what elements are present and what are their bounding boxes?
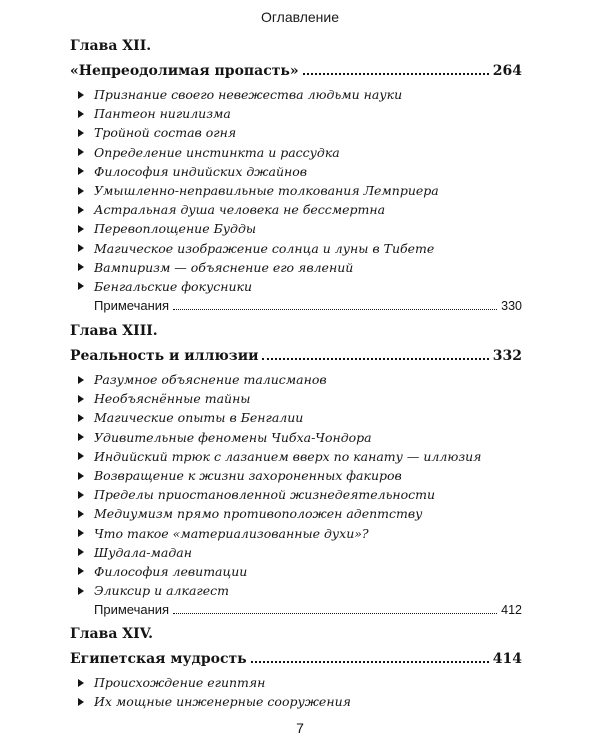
subsection-title: Удивительные феномены Чибха-Чондора [94, 429, 372, 445]
notes-label: Примечания [94, 298, 170, 314]
chapter-title-row[interactable] [70, 347, 522, 366]
triangle-bullet-icon [78, 414, 84, 422]
triangle-bullet-icon [78, 698, 84, 706]
subsection-title: Магическое изображение солнца и луны в Тибете [94, 240, 435, 256]
page-header: Оглавление [260, 9, 340, 25]
subsection-item[interactable] [70, 389, 522, 408]
notes-row[interactable] [70, 602, 522, 621]
triangle-bullet-icon [78, 206, 84, 214]
subsection-list [70, 370, 522, 600]
triangle-bullet-icon [78, 548, 84, 556]
page-number: 7 [296, 720, 304, 736]
triangle-bullet-icon [78, 587, 84, 595]
notes-page: 330 [501, 299, 522, 314]
triangle-bullet-icon [78, 167, 84, 175]
triangle-bullet-icon [78, 148, 84, 156]
subsection-item[interactable] [70, 85, 522, 104]
triangle-bullet-icon [78, 110, 84, 118]
triangle-bullet-icon [78, 567, 84, 575]
triangle-bullet-icon [78, 395, 84, 403]
subsection-item[interactable] [70, 673, 522, 692]
triangle-bullet-icon [78, 129, 84, 137]
triangle-bullet-icon [78, 679, 84, 687]
chapter-xiv [70, 625, 522, 711]
subsection-item[interactable] [70, 181, 522, 200]
chapter-page: 414 [492, 651, 522, 667]
subsection-item[interactable] [70, 162, 522, 181]
chapter-label: Глава XIII. [70, 323, 158, 339]
subsection-item[interactable] [70, 143, 522, 162]
subsection-title: Магические опыты в Бенгалии [94, 410, 304, 426]
chapter-label: Глава XIV. [70, 626, 153, 642]
dot-leader [173, 612, 497, 614]
subsection-title: Что такое «материализованные духи»? [94, 525, 369, 541]
subsection-list [70, 85, 522, 296]
triangle-bullet-icon [78, 433, 84, 441]
subsection-item[interactable] [70, 200, 522, 219]
subsection-list [70, 673, 522, 711]
subsection-item[interactable] [70, 447, 522, 466]
subsection-title: Разумное объяснение талисманов [94, 372, 327, 388]
subsection-title: Философия индийских джайнов [94, 163, 308, 179]
subsection-item[interactable] [70, 466, 522, 485]
subsection-item[interactable] [70, 123, 522, 142]
chapter-title: Египетская мудрость [70, 651, 247, 667]
chapter-page: 332 [492, 348, 522, 364]
subsection-title: Астральная душа человека не бессмертна [94, 202, 386, 218]
subsection-item[interactable] [70, 408, 522, 427]
dot-leader [173, 308, 497, 310]
dot-leader [303, 72, 489, 75]
subsection-title: Определение инстинкта и рассудка [94, 144, 340, 160]
subsection-item[interactable] [70, 562, 522, 581]
subsection-title: Умышленно-неправильные толкования Лемприера [94, 183, 439, 199]
subsection-item[interactable] [70, 239, 522, 258]
triangle-bullet-icon [78, 244, 84, 252]
subsection-item[interactable] [70, 581, 522, 600]
chapter-title-row[interactable] [70, 650, 522, 669]
subsection-title: Признание своего невежества людьми науки [94, 87, 403, 103]
subsection-title: Перевоплощение Будды [94, 221, 257, 237]
triangle-bullet-icon [78, 91, 84, 99]
chapter-xiii [70, 322, 522, 621]
triangle-bullet-icon [78, 263, 84, 271]
subsection-item[interactable] [70, 370, 522, 389]
chapter-xii [70, 37, 522, 317]
subsection-title: Бенгальские фокусники [94, 278, 253, 294]
subsection-item[interactable] [70, 485, 522, 504]
subsection-item[interactable] [70, 543, 522, 562]
subsection-title: Пределы приостановленной жизнедеятельности [94, 487, 436, 503]
chapter-title: Реальность и иллюзии [70, 348, 259, 364]
subsection-item[interactable] [70, 428, 522, 447]
triangle-bullet-icon [78, 491, 84, 499]
dot-leader [251, 660, 489, 663]
triangle-bullet-icon [78, 282, 84, 290]
dot-leader [262, 357, 488, 360]
subsection-title: Тройной состав огня [94, 125, 237, 141]
notes-row[interactable] [70, 298, 522, 317]
notes-page: 412 [501, 603, 522, 618]
subsection-title: Происхождение египтян [94, 675, 266, 691]
subsection-item[interactable] [70, 692, 522, 711]
subsection-title: Индийский трюк с лазанием вверх по канату — иллюзия [94, 448, 482, 464]
subsection-title: Медиумизм прямо противоположен адептству [94, 506, 423, 522]
subsection-title: Философия левитации [94, 563, 248, 579]
subsection-title: Вампиризм — объяснение его явлений [94, 259, 354, 275]
subsection-item[interactable] [70, 504, 522, 523]
triangle-bullet-icon [78, 452, 84, 460]
subsection-title: Необъяснённые тайны [94, 391, 251, 407]
subsection-item[interactable] [70, 258, 522, 277]
subsection-title: Шудала-мадан [94, 544, 192, 560]
triangle-bullet-icon [78, 472, 84, 480]
chapter-label: Глава XII. [70, 38, 152, 54]
subsection-title: Пантеон нигилизма [94, 106, 231, 122]
subsection-item[interactable] [70, 524, 522, 543]
triangle-bullet-icon [78, 529, 84, 537]
subsection-title: Возвращение к жизни захороненных факиров [94, 468, 402, 484]
triangle-bullet-icon [78, 225, 84, 233]
triangle-bullet-icon [78, 187, 84, 195]
subsection-title: Их мощные инженерные сооружения [94, 694, 351, 710]
notes-label: Примечания [94, 602, 170, 618]
chapter-title: «Непреодолимая пропасть» [70, 63, 299, 79]
subsection-item[interactable] [70, 219, 522, 238]
chapter-title-row[interactable] [70, 62, 522, 81]
subsection-item[interactable] [70, 277, 522, 296]
triangle-bullet-icon [78, 510, 84, 518]
triangle-bullet-icon [78, 376, 84, 384]
subsection-item[interactable] [70, 104, 522, 123]
subsection-title: Эликсир и алкагест [94, 583, 229, 599]
chapter-page: 264 [492, 63, 522, 79]
